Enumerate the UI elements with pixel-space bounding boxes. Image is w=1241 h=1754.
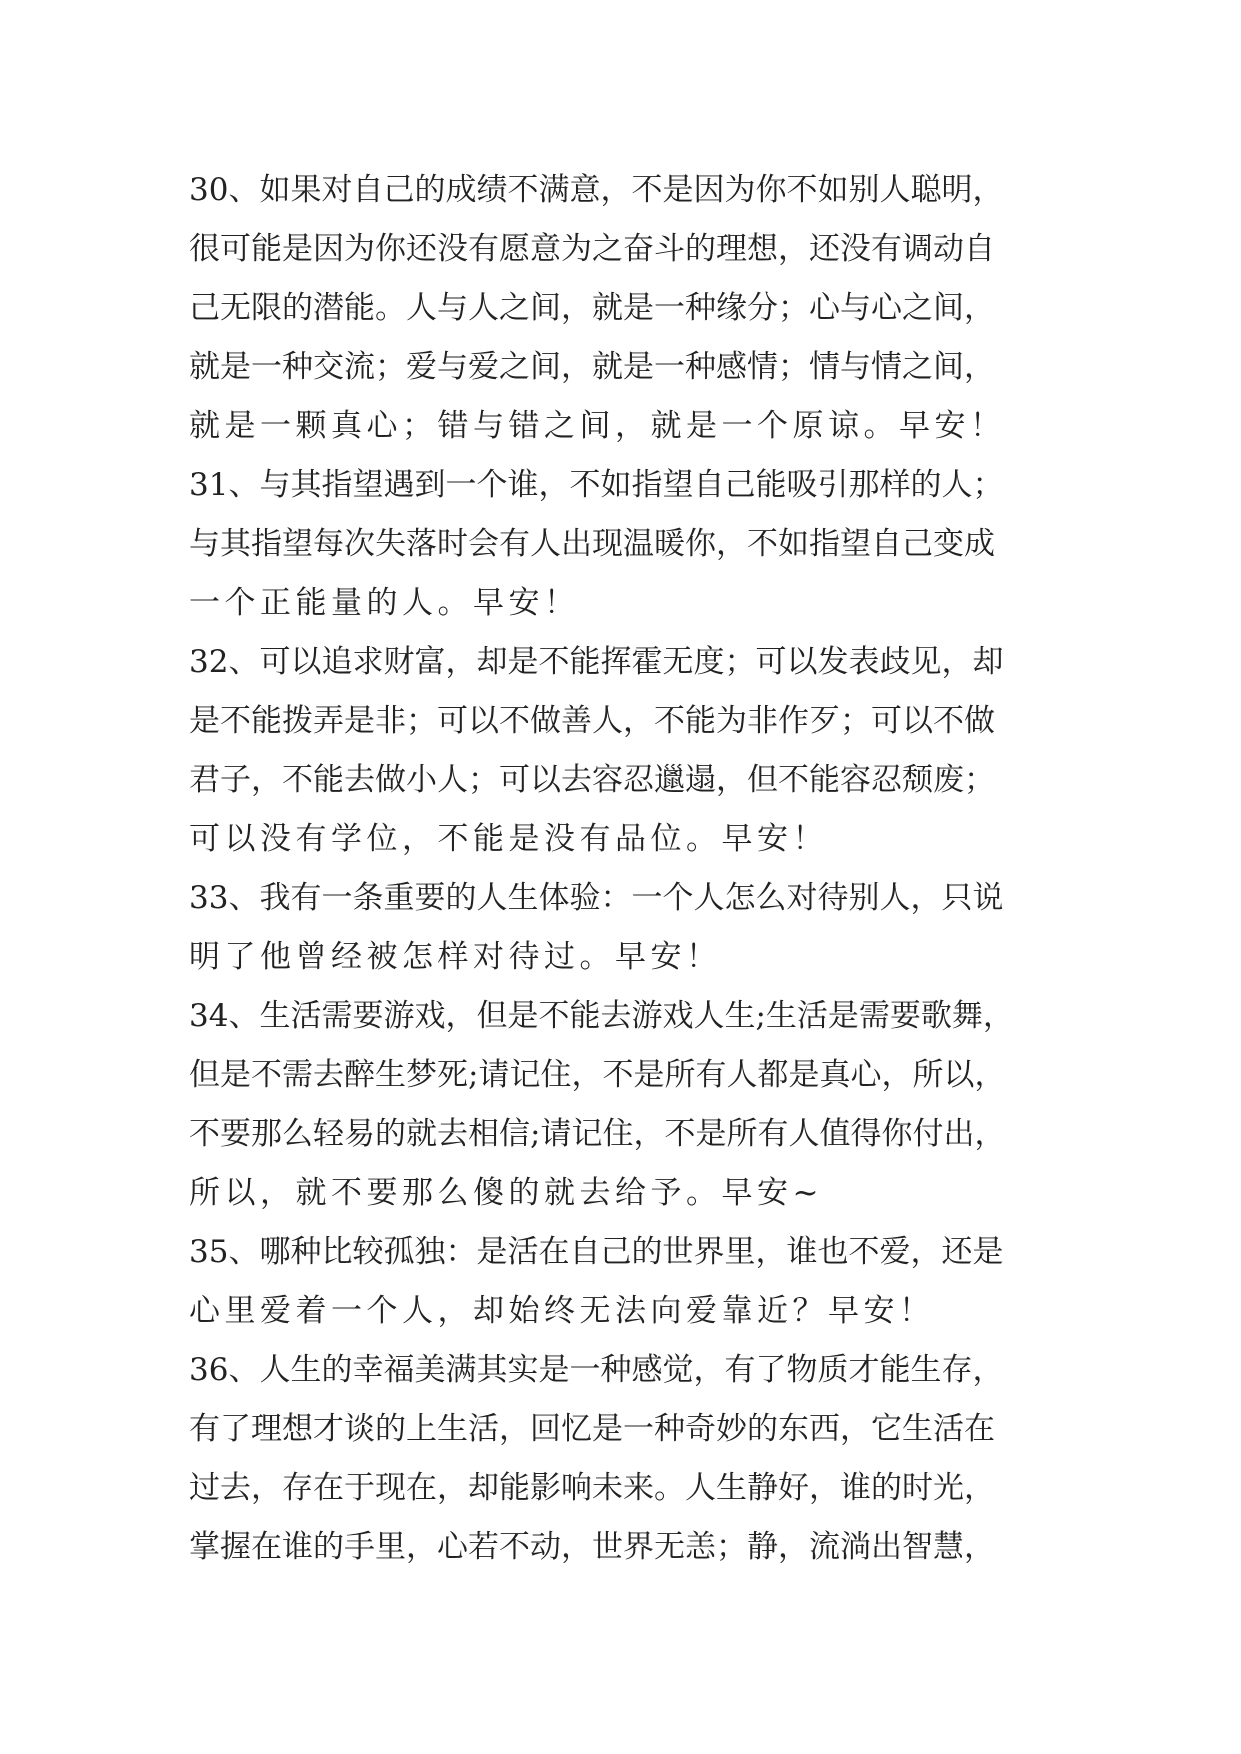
text-line: 明了他曾经被怎样对待过。早安！: [189, 939, 722, 975]
text-line: 就是一种交流；爱与爱之间，就是一种感情；情与情之间，: [189, 349, 995, 385]
text-line: 心里爱着一个人，却始终无法向爱靠近？早安！: [189, 1293, 935, 1329]
text-line: 很可能是因为你还没有愿意为之奋斗的理想，还没有调动自: [189, 231, 995, 267]
text-line: 32、可以追求财富，却是不能挥霍无度；可以发表歧见，却: [189, 644, 1004, 680]
text-line: 可以没有学位，不能是没有品位。早安！: [189, 821, 828, 857]
text-line: 但是不需去醉生梦死;请记住，不是所有人都是真心，所以，: [189, 1057, 1006, 1093]
text-line: 己无限的潜能。人与人之间，就是一种缘分；心与心之间，: [189, 290, 995, 326]
text-line: 所以，就不要那么傻的就去给予。早安~: [189, 1175, 823, 1211]
text-line: 过去，存在于现在，却能影响未来。人生静好，谁的时光，: [189, 1470, 995, 1506]
text-line: 与其指望每次失落时会有人出现温暖你，不如指望自己变成: [189, 526, 995, 562]
text-line: 36、人生的幸福美满其实是一种感觉，有了物质才能生存，: [189, 1352, 1004, 1388]
text-line: 君子，不能去做小人；可以去容忍邋遢，但不能容忍颓废；: [189, 762, 995, 798]
text-line: 35、哪种比较孤独：是活在自己的世界里，谁也不爱，还是: [189, 1234, 1004, 1270]
text-line: 33、我有一条重要的人生体验：一个人怎么对待别人，只说: [189, 880, 1004, 916]
text-line: 31、与其指望遇到一个谁，不如指望自己能吸引那样的人；: [189, 467, 1004, 503]
text-line: 是不能拨弄是非；可以不做善人，不能为非作歹；可以不做: [189, 703, 995, 739]
text-line: 30、如果对自己的成绩不满意，不是因为你不如别人聪明，: [189, 172, 1004, 208]
text-line: 有了理想才谈的上生活，回忆是一种奇妙的东西，它生活在: [189, 1411, 995, 1447]
text-line: 一个正能量的人。早安！: [189, 585, 580, 621]
text-line: 不要那么轻易的就去相信;请记住，不是所有人值得你付出，: [189, 1116, 1006, 1152]
document-body: [189, 161, 1069, 1577]
text-line: 就是一颗真心；错与错之间，就是一个原谅。早安！: [189, 408, 1006, 444]
text-line: 34、生活需要游戏，但是不能去游戏人生;生活是需要歌舞，: [189, 998, 1014, 1034]
text-line: 掌握在谁的手里，心若不动，世界无恙；静，流淌出智慧，: [189, 1529, 995, 1565]
